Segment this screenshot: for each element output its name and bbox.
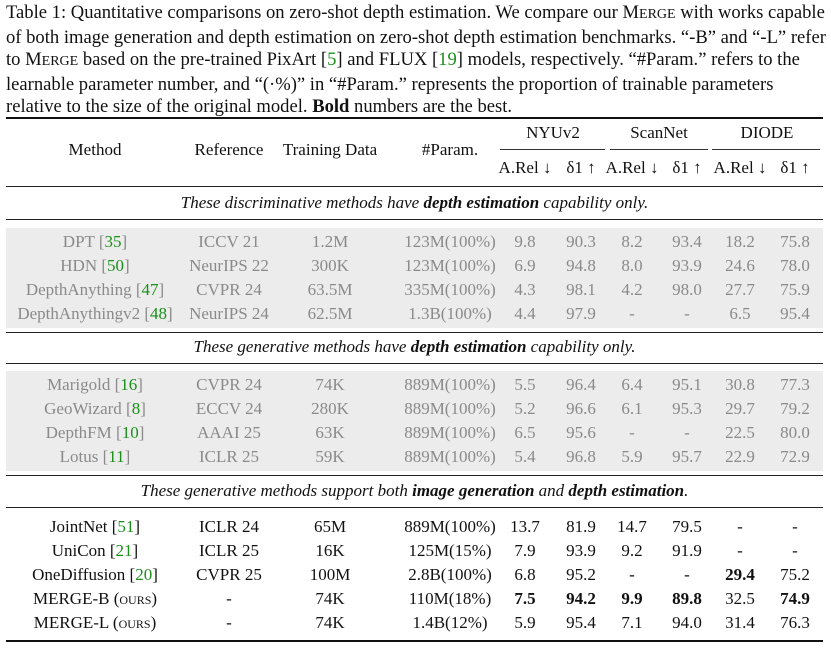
table-row-method: HDN [50] [60, 256, 130, 275]
table-row-method: DepthAnythingv2 [48] [17, 304, 173, 323]
table-row-method: DepthAnything [47] [25, 280, 165, 299]
table-row-method: DPT [35] [62, 232, 128, 251]
header-dataset-0: NYUv2 [526, 123, 580, 142]
table-cell-value: 80.0 [780, 423, 810, 442]
table-row-param: 110M(18%) [408, 589, 492, 608]
section-heading [6, 191, 823, 215]
table-cell-value: - [684, 423, 690, 442]
table-cell-value: 94.0 [672, 613, 702, 632]
table-row-param: 125M(15%) [408, 541, 492, 560]
table-row-training-data: 16K [315, 541, 345, 560]
method-name: OneDiffusion [32, 565, 126, 584]
table-cell-value: 93.4 [672, 232, 702, 251]
table-row-training-data: 300K [311, 256, 349, 275]
table-row-param: 889M(100%) [404, 517, 496, 536]
table-rule [6, 507, 823, 508]
section-heading [6, 479, 823, 503]
table-cell-value: 6.1 [621, 399, 643, 418]
header-metric: A.Rel ↓ [713, 158, 767, 177]
table-cell-value: 90.3 [566, 232, 596, 251]
table-cell-value: 77.3 [780, 375, 810, 394]
table-cell-value: 8.2 [621, 232, 643, 251]
table-cell-value: 95.3 [672, 399, 702, 418]
method-name: UniCon [51, 541, 106, 560]
table-row-reference: - [226, 613, 232, 632]
method-name: DepthAnythingv2 [17, 304, 141, 323]
table-row-param: 1.4B(12%) [412, 613, 488, 632]
table-row-training-data: 100M [309, 565, 351, 584]
table-cell-value: 75.8 [780, 232, 810, 251]
table-row-param: 335M(100%) [404, 280, 496, 299]
table-cell-value: 95.4 [780, 304, 810, 323]
table-row-training-data: 74K [315, 613, 345, 632]
table-cell-value: 76.3 [780, 613, 810, 632]
table-cell-value: 74.9 [780, 589, 810, 608]
table-cell-value: 5.9 [621, 447, 643, 466]
table-cell-value: 29.4 [725, 565, 755, 584]
table-cell-value: 4.3 [514, 280, 536, 299]
table-cell-value: 75.9 [780, 280, 810, 299]
table-cell-value: 6.9 [514, 256, 536, 275]
table-cell-value: 4.4 [514, 304, 536, 323]
table-row-reference: ICCV 21 [198, 232, 260, 251]
citation-link[interactable]: 48 [150, 304, 168, 323]
table-row-training-data: 74K [315, 375, 345, 394]
header-metric: δ1 ↑ [780, 158, 810, 177]
table-rule [6, 117, 823, 119]
citation-link[interactable]: 8 [131, 399, 141, 418]
table-row-param: 889M(100%) [404, 399, 496, 418]
table-row-param: 123M(100%) [404, 256, 496, 275]
table-row-method [33, 587, 157, 611]
table-row-method: DepthFM [10] [45, 423, 145, 442]
citation-link[interactable]: 19 [438, 49, 457, 70]
method-name: MERGE-L (ours) [33, 613, 157, 632]
table-cell-value: 22.9 [725, 447, 755, 466]
table-cell-value: 4.2 [621, 280, 643, 299]
table-cell-value: 24.6 [725, 256, 755, 275]
table-cell-value: 13.7 [510, 517, 540, 536]
table-row-reference: CVPR 24 [196, 375, 262, 394]
section-heading-part: and [534, 481, 569, 500]
table-caption: Table 1: Quantitative comparisons on zero-shot depth estimation. We compare our MERGE with works capable of both image generation and depth estimation on zero-shot depth estimation benchmarks. “-B” and “-L” refer to MERGE based on the pre-trained PixArt [5] and FLUX [19] models, respectively. “#Param.” refers to the learnable parameter number, and “(·%)” in “#Param.” represents the proportion of trainable parameters relative to the size of the original model. Bold numbers are the best. [6, 2, 826, 117]
table-row-training-data: 59K [315, 447, 345, 466]
section-heading [6, 335, 823, 359]
table-row-training-data: 63.5M [307, 280, 353, 299]
header-group-rule [500, 149, 605, 150]
citation-link[interactable]: 20 [135, 565, 153, 584]
table-cell-value: 96.6 [566, 399, 596, 418]
table-cell-value: 5.9 [514, 613, 536, 632]
table-row-method: UniCon [21] [51, 541, 139, 560]
table-cell-value: 95.1 [672, 375, 702, 394]
table-cell-value: 8.0 [621, 256, 643, 275]
table-cell-value: 6.5 [729, 304, 751, 323]
table-cell-value: - [629, 423, 635, 442]
table-cell-value: - [684, 565, 690, 584]
table-cell-value: 5.4 [514, 447, 536, 466]
table-cell-value: - [737, 517, 743, 536]
section-heading-part: capability only. [526, 337, 636, 356]
table-cell-value: 14.7 [617, 517, 647, 536]
table-cell-value: 93.9 [672, 256, 702, 275]
table-rule [6, 475, 823, 476]
citation-link[interactable]: 11 [108, 447, 125, 466]
method-name: JointNet [49, 517, 108, 536]
table-cell-value: 32.5 [725, 589, 755, 608]
table-cell-value: 9.8 [514, 232, 536, 251]
table-cell-value: 81.9 [566, 517, 596, 536]
method-name: Marigold [47, 375, 111, 394]
section-heading-part: depth estimation [568, 481, 685, 500]
section-heading-part: capability only. [539, 193, 649, 212]
section-heading-part: These generative methods support both [140, 481, 413, 500]
header-group-rule [712, 149, 820, 150]
citation-link[interactable]: 5 [327, 49, 337, 70]
table-row-reference: NeurIPS 24 [189, 304, 269, 323]
header-metric: A.Rel ↓ [498, 158, 552, 177]
table-cell-value: 98.1 [566, 280, 596, 299]
method-name: DPT [62, 232, 95, 251]
table-row-param: 1.3B(100%) [408, 304, 492, 323]
table-cell-value: 89.8 [672, 589, 702, 608]
table-cell-value: 95.4 [566, 613, 596, 632]
header-training-data: Training Data [282, 140, 378, 159]
table-rule [6, 640, 823, 642]
table-cell-value: 22.5 [725, 423, 755, 442]
method-name: MERGE-B (ours) [32, 589, 158, 608]
header-group-rule [610, 149, 708, 150]
table-cell-value: 96.4 [566, 375, 596, 394]
citation-link[interactable]: 10 [121, 423, 139, 442]
table-cell-value: 96.8 [566, 447, 596, 466]
table-row-training-data: 63K [315, 423, 345, 442]
table-cell-value: 95.7 [672, 447, 702, 466]
table-row-method: GeoWizard [8] [44, 399, 146, 418]
table-cell-value: - [684, 304, 690, 323]
header-metric: δ1 ↑ [566, 158, 596, 177]
table-row-method: Marigold [16] [47, 375, 143, 394]
header-metric: δ1 ↑ [672, 158, 702, 177]
method-name: DepthAnything [25, 280, 132, 299]
table-row-param: 123M(100%) [404, 232, 496, 251]
table-cell-value: 30.8 [725, 375, 755, 394]
table-cell-value: 75.2 [780, 565, 810, 584]
table-row-reference: ICLR 25 [199, 447, 259, 466]
section-heading-part: . [684, 481, 689, 500]
citation-link[interactable]: 35 [104, 232, 122, 251]
table-rule [6, 186, 823, 187]
table-cell-value: 93.9 [566, 541, 596, 560]
table-cell-value: 7.1 [621, 613, 643, 632]
header-metric: A.Rel ↓ [605, 158, 659, 177]
table-cell-value: 6.8 [514, 565, 536, 584]
table-row-param: 2.8B(100%) [408, 565, 492, 584]
table-cell-value: 72.9 [780, 447, 810, 466]
table-cell-value: 18.2 [725, 232, 755, 251]
citation-link[interactable]: 47 [141, 280, 159, 299]
method-name: Lotus [59, 447, 99, 466]
section-heading-part: image generation [412, 481, 535, 500]
table-cell-value: 9.9 [621, 589, 643, 608]
table-cell-value: 31.4 [725, 613, 755, 632]
table-row-reference: NeurIPS 22 [189, 256, 269, 275]
table-cell-value: - [629, 304, 635, 323]
table-rule [6, 219, 823, 220]
citation-link[interactable]: 51 [117, 517, 135, 536]
table-row-training-data: 1.2M [311, 232, 349, 251]
section-heading-part: These generative methods have [193, 337, 411, 356]
method-name: GeoWizard [44, 399, 122, 418]
table-row-reference: ICLR 24 [199, 517, 259, 536]
table-cell-value: - [792, 517, 798, 536]
table-row-method: JointNet [51] [49, 517, 141, 536]
table-cell-value: 95.2 [566, 565, 596, 584]
table-row-reference: CVPR 25 [196, 565, 262, 584]
header-reference: Reference [194, 140, 264, 159]
table-row-param: 889M(100%) [404, 375, 496, 394]
header-dataset-2: DIODE [740, 123, 794, 142]
table-row-training-data: 65M [313, 517, 347, 536]
table-cell-value: 7.9 [514, 541, 536, 560]
table-cell-value: 79.5 [672, 517, 702, 536]
table-cell-value: 95.6 [566, 423, 596, 442]
table-cell-value: 94.2 [566, 589, 596, 608]
table-cell-value: 29.7 [725, 399, 755, 418]
citation-link[interactable]: 50 [107, 256, 125, 275]
table-row-reference: CVPR 24 [196, 280, 262, 299]
table-row-method [34, 611, 157, 635]
section-heading-part: depth estimation [410, 337, 527, 356]
table-cell-value: 27.7 [725, 280, 755, 299]
table-cell-value: 91.9 [672, 541, 702, 560]
table-cell-value: 94.8 [566, 256, 596, 275]
section-heading-part: depth estimation [423, 193, 540, 212]
table-rule [6, 363, 823, 364]
table-cell-value: 98.0 [672, 280, 702, 299]
citation-link[interactable]: 16 [120, 375, 138, 394]
table-row-method: OneDiffusion [20] [32, 565, 158, 584]
table-row-reference: AAAI 25 [197, 423, 261, 442]
table-cell-value: 6.5 [514, 423, 536, 442]
table-row-param: 889M(100%) [404, 447, 496, 466]
table-cell-value: - [629, 565, 635, 584]
table-row-reference: ECCV 24 [195, 399, 263, 418]
citation-link[interactable]: 21 [115, 541, 133, 560]
header-method: Method [68, 140, 122, 159]
table-row-reference: ICLR 25 [199, 541, 259, 560]
table-row-training-data: 280K [311, 399, 349, 418]
table-row-method: Lotus [11] [59, 447, 131, 466]
table-row-training-data: 62.5M [307, 304, 353, 323]
table-row-training-data: 74K [315, 589, 345, 608]
table-cell-value: 5.2 [514, 399, 536, 418]
table-cell-value: 6.4 [621, 375, 643, 394]
table-row-reference: - [226, 589, 232, 608]
table-cell-value: - [792, 541, 798, 560]
table-cell-value: 78.0 [780, 256, 810, 275]
table-cell-value: 9.2 [621, 541, 643, 560]
table-rule [6, 332, 823, 333]
method-name: HDN [60, 256, 98, 275]
table-cell-value: - [737, 541, 743, 560]
section-heading-part: These discriminative methods have [180, 193, 424, 212]
table-cell-value: 5.5 [514, 375, 536, 394]
method-name: DepthFM [45, 423, 112, 442]
header-dataset-1: ScanNet [630, 123, 688, 142]
table-cell-value: 97.9 [566, 304, 596, 323]
table-cell-value: 7.5 [514, 589, 536, 608]
table-cell-value: 79.2 [780, 399, 810, 418]
header-param: #Param. [421, 140, 479, 159]
table-row-param: 889M(100%) [404, 423, 496, 442]
